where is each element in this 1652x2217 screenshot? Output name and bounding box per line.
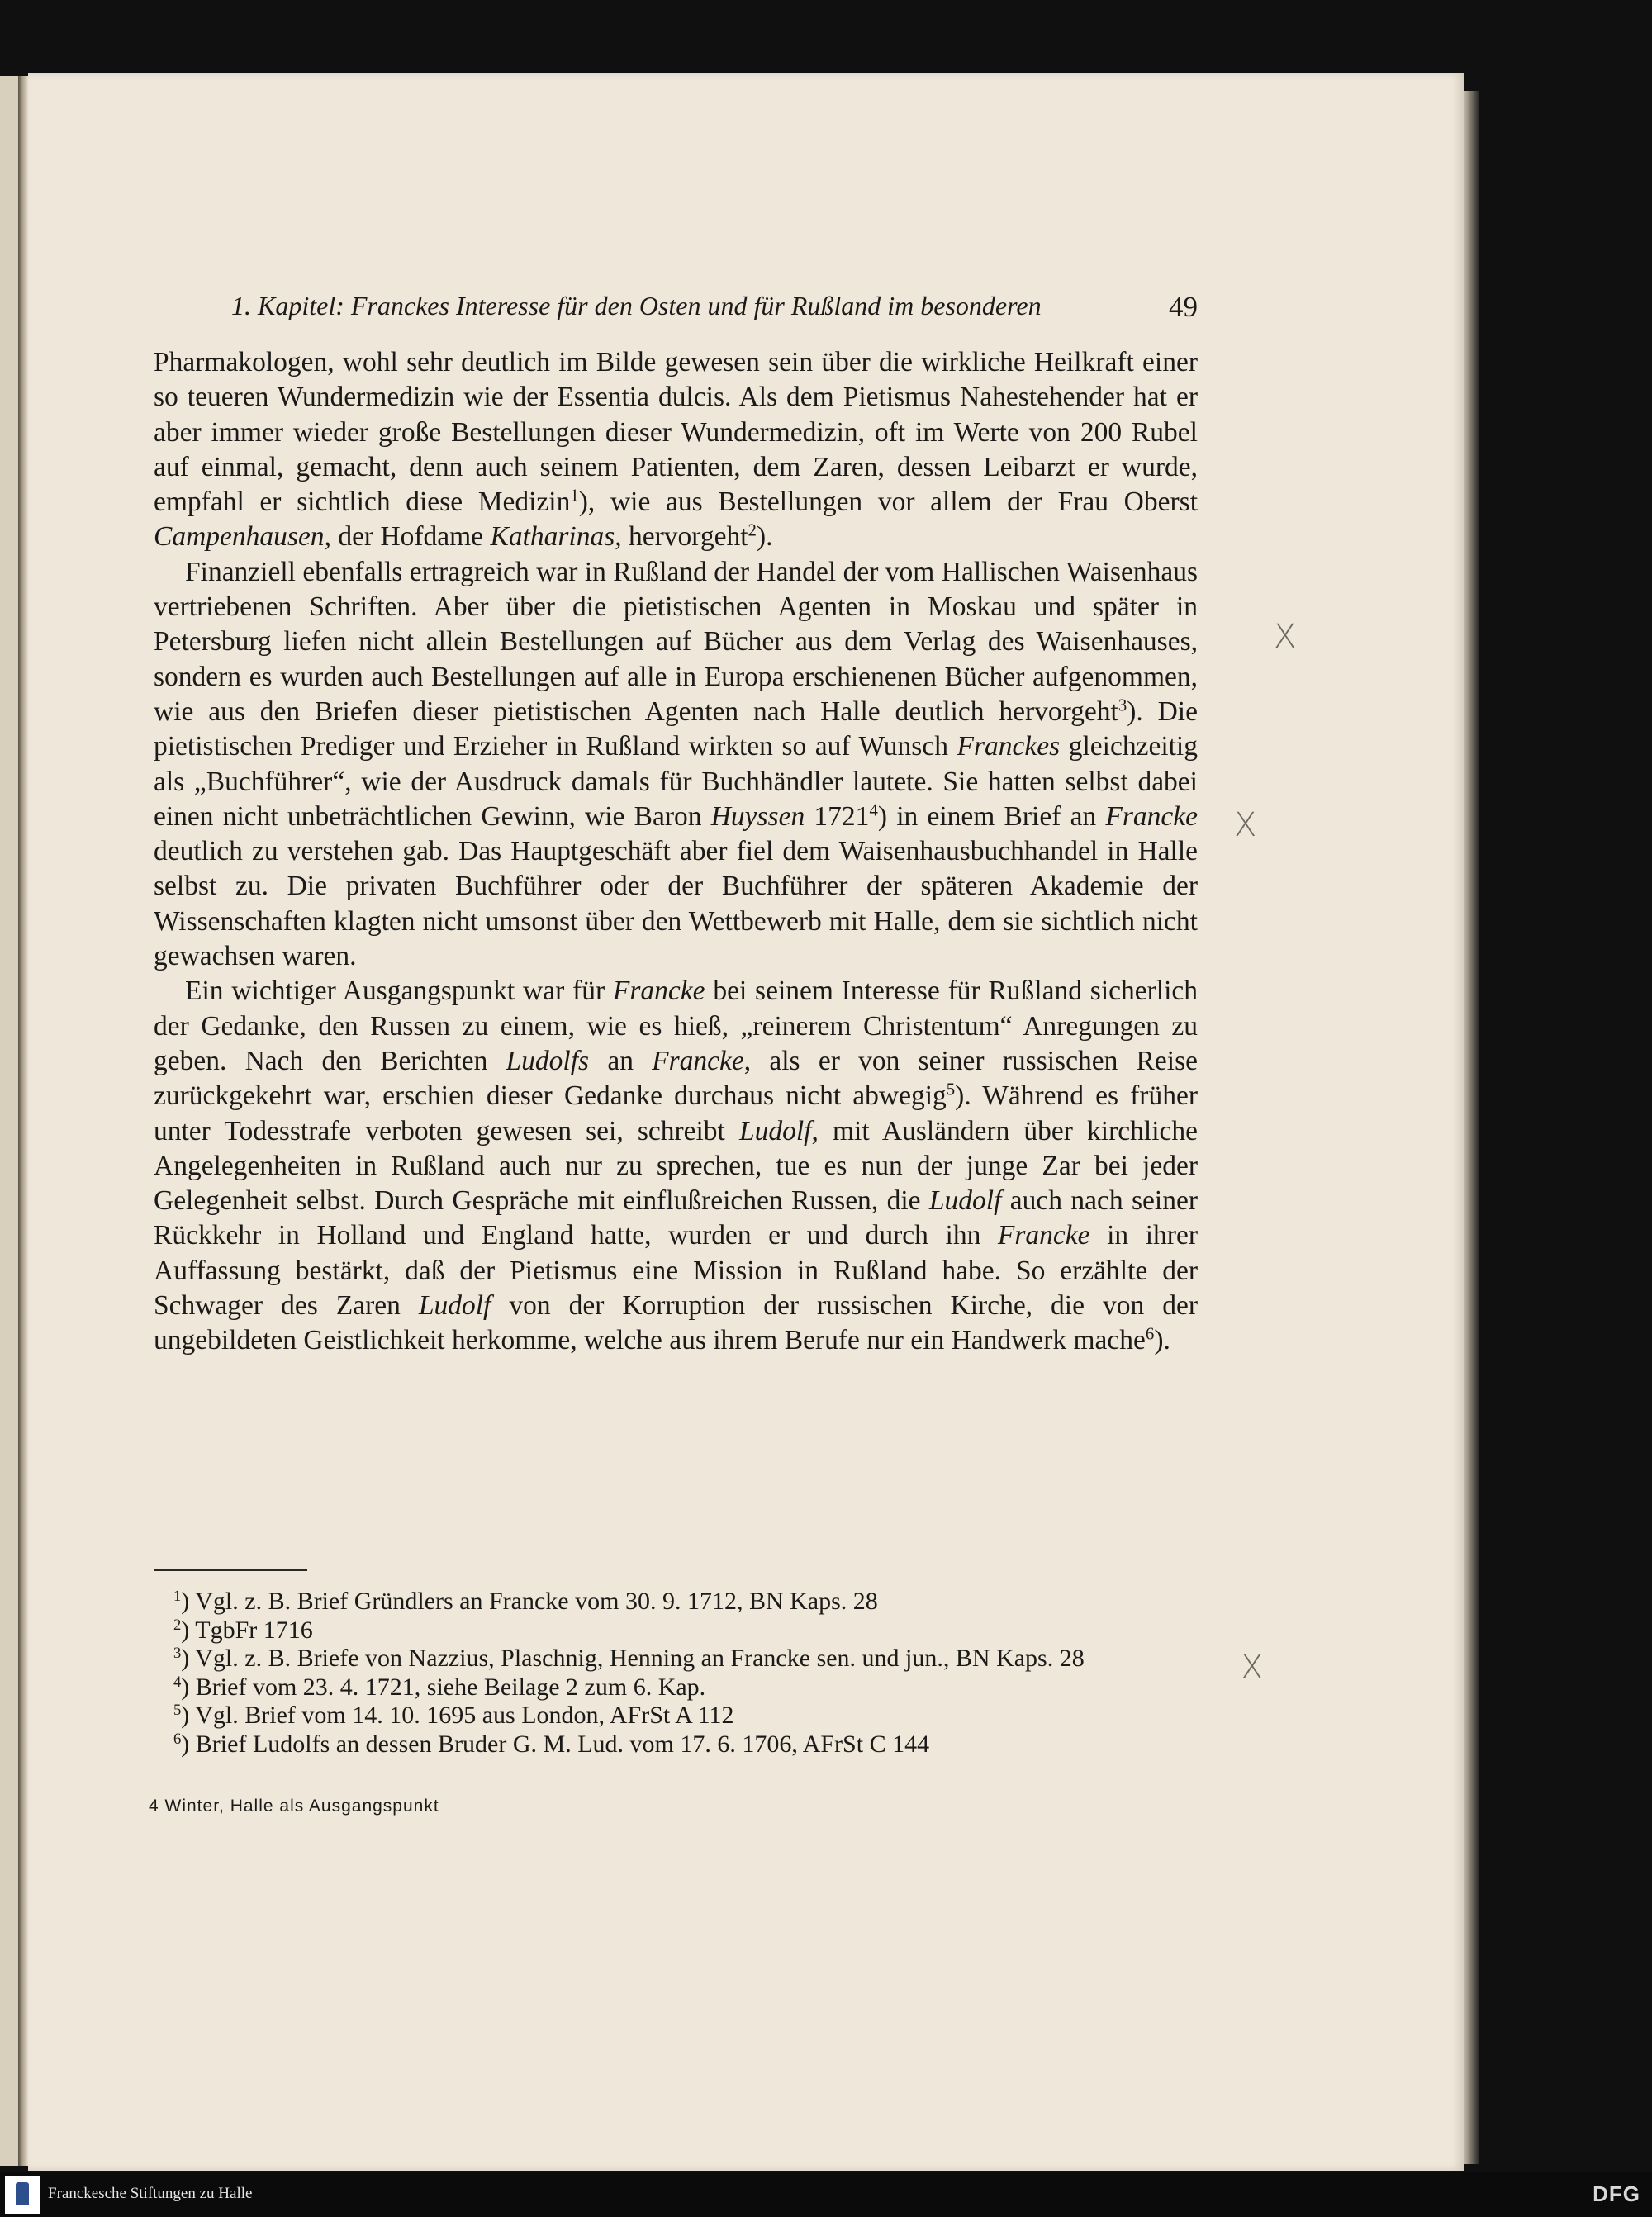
italic-name: Francke (997, 1220, 1090, 1251)
text-run: bei seinem Interesse für Rußland sicherlich der Gedanke, den Russen zu einem, wie es hieß, „reinerem Christentum“ Anregungen zu geben. Nach den Berichten (154, 976, 1199, 1076)
italic-name: Katharinas (490, 521, 615, 553)
italic-name: Huyssen (710, 800, 805, 832)
footnote-paren: ) (181, 1673, 196, 1701)
footnote-number: 6 (173, 1730, 182, 1748)
footnote-number: 2 (173, 1616, 182, 1634)
text-run: ). (756, 521, 773, 553)
pencil-mark: X (1241, 1649, 1264, 1687)
text-run: in ihrer Auffassung bestärkt, daß der Pietismus eine Mission in Rußland habe. So erzählte der Schwager des Zaren (154, 1220, 1198, 1322)
text-run: von der Korruption der russischen Kirche, die von der ungebildeten Geistlichkeit herkomme, welche aus ihrem Berufe nur ein Handwerk mache (154, 1290, 1198, 1356)
text-run: , als er von seiner russischen Reise zurückgekehrt war, erschien dieser Gedanke durchaus nicht abwegig (154, 1045, 1198, 1112)
pencil-mark: X (1234, 806, 1257, 844)
italic-name: Francke (612, 976, 705, 1007)
footnote-number: 1 (173, 1587, 182, 1605)
printer-signature: 4 Winter, Halle als Ausgangspunkt (149, 1797, 439, 1816)
running-head (231, 291, 1198, 327)
footnote-text: TgbFr 1716 (195, 1616, 313, 1644)
footnote-ref: 6 (1145, 1324, 1155, 1344)
italic-name: Franckes (957, 731, 1061, 762)
footnote (154, 1645, 1198, 1673)
text-run: auch nach seiner Rückkehr in Holland und England hatte, wurden er und durch ihn (154, 1185, 1199, 1251)
text-run: ). Die pietistischen Prediger und Erzieher in Rußland wirkten so auf Wunsch (154, 695, 1198, 762)
institution-name[interactable]: Franckesche Stiftungen zu Halle (48, 2185, 253, 2202)
footnote-ref: 4 (869, 800, 878, 820)
page-fore-edge (1464, 91, 1479, 2164)
pencil-mark: X (1274, 618, 1297, 656)
page-number: 49 (1169, 291, 1198, 323)
text-run: , hervorgeht (615, 521, 748, 553)
footnote-ref: 2 (748, 521, 757, 541)
text-run: an (589, 1045, 653, 1076)
footnote-ref: 5 (946, 1080, 956, 1099)
footnote-paren: ) (181, 1730, 196, 1758)
footnote (154, 1702, 1198, 1730)
italic-name: Ludolf (738, 1115, 812, 1146)
footnote (154, 1730, 1198, 1759)
footnote-text: Vgl. z. B. Brief Gründlers an Francke vom 30. 9. 1712, BN Kaps. 28 (195, 1588, 878, 1615)
footnote-rule (154, 1569, 307, 1571)
text-run: , der Hofdame (324, 521, 491, 553)
footnote-text: Brief Ludolfs an dessen Bruder G. M. Lud. vom 17. 6. 1706, AFrSt C 144 (195, 1730, 930, 1758)
viewer-footer (0, 2172, 1652, 2217)
footnote-text: Brief vom 23. 4. 1721, siehe Beilage 2 zum 6. Kap. (195, 1673, 706, 1701)
text-run: Pharmakologen, wohl sehr deutlich im Bilde gewesen sein über die wirkliche Heilkraft einer so teueren Wundermedizin wie der Essentia dulcis. Als dem Pietismus Nahestehender hat er aber immer wieder große Bestellungen dieser Wundermedizin, oft im Werte von 200 Rubel auf einmal, gemacht, denn auch seinem Patienten, dem Zaren, dessen Leibarzt er wurde, empfahl er sichtlich diese Medizin (154, 347, 1198, 518)
text-run: 1721 (805, 800, 870, 832)
institution-logo-icon[interactable] (5, 2176, 40, 2214)
text-run: deutlich zu verstehen gab. Das Hauptgeschäft aber fiel dem Waisenhausbuchhandel in Halle selbst zu. Die privaten Buchführer oder der Buchführer der späteren Akademie der Wissenschaften klagten nicht umsonst über den Wettbewerb mit Halle, dem sie sichtlich nicht gewachsen waren. (154, 836, 1198, 972)
italic-name: Francke (1105, 800, 1199, 832)
book-gutter (18, 76, 28, 2166)
footnote-ref: 3 (1118, 695, 1127, 715)
text-run: ). Während es früher unter Todesstrafe verboten gewesen sei, schreibt (154, 1080, 1198, 1146)
footnote-number: 4 (173, 1673, 182, 1691)
footnote-text: Vgl. Brief vom 14. 10. 1695 aus London, AFrSt A 112 (195, 1702, 734, 1729)
text-run: ). (1154, 1325, 1170, 1356)
dfg-logo[interactable]: DFG (1593, 2181, 1640, 2206)
italic-name: Francke (652, 1045, 744, 1076)
footnote-paren: ) (181, 1702, 196, 1729)
body-text (154, 345, 1198, 1359)
footnote (154, 1673, 1198, 1702)
footnote-text: Vgl. z. B. Briefe von Nazzius, Plaschnig, Henning an Francke sen. und jun., BN Kaps. 28 (195, 1645, 1085, 1672)
text-run: , mit Ausländern über kirchliche Angelegenheiten in Rußland auch nur zu sprechen, tue es nun der junge Zar bei jeder Gelegenheit selbst. Durch Gespräche mit einflußreichen Russen, die (154, 1115, 1198, 1217)
footnote-paren: ) (181, 1616, 196, 1644)
text-run: ) in einem Brief an (877, 800, 1106, 832)
footnote-number: 3 (173, 1644, 182, 1662)
italic-name: Ludolf (418, 1290, 491, 1322)
paragraph (154, 555, 1198, 975)
text-run: Ein wichtiger Ausgangspunkt war für (185, 976, 613, 1007)
footnotes (154, 1588, 1198, 1759)
italic-name: Campenhausen (154, 521, 325, 553)
italic-name: Ludolf (928, 1185, 1002, 1217)
footnote-paren: ) (181, 1645, 196, 1672)
paragraph (154, 345, 1198, 555)
text-run: gleichzeitig als „Buchführer“, wie der Ausdruck damals für Buchhändler lautete. Sie hatten selbst dabei einen nicht unbeträchtlichen Gewinn, wie Baron (154, 731, 1198, 832)
text-run: ), wie aus Bestellungen vor allem der Frau Oberst (578, 487, 1198, 518)
italic-name: Ludolfs (506, 1045, 590, 1076)
chapter-heading: 1. Kapitel: Franckes Interesse für den Osten und für Rußland im besonderen (231, 291, 1042, 320)
paragraph (154, 974, 1198, 1358)
text-run: Finanziell ebenfalls ertragreich war in Rußland der Handel der vom Hallischen Waisenhaus vertriebenen Schriften. Aber über die pietistischen Agenten in Moskau und später in Petersburg liefen nicht allein Bestellungen auf Bücher aus dem Verlag des Waisenhauses, sondern es wurden auch Bestellungen auf alle in Europa erschienenen Bücher aufgenommen, wie aus den Briefen dieser pietistischen Agenten nach Halle deutlich hervorgeht (154, 556, 1198, 727)
footnote-paren: ) (181, 1588, 196, 1615)
footnote (154, 1588, 1198, 1616)
footnote-ref: 1 (570, 486, 579, 506)
footnote-number: 5 (173, 1701, 182, 1719)
footnote (154, 1616, 1198, 1645)
